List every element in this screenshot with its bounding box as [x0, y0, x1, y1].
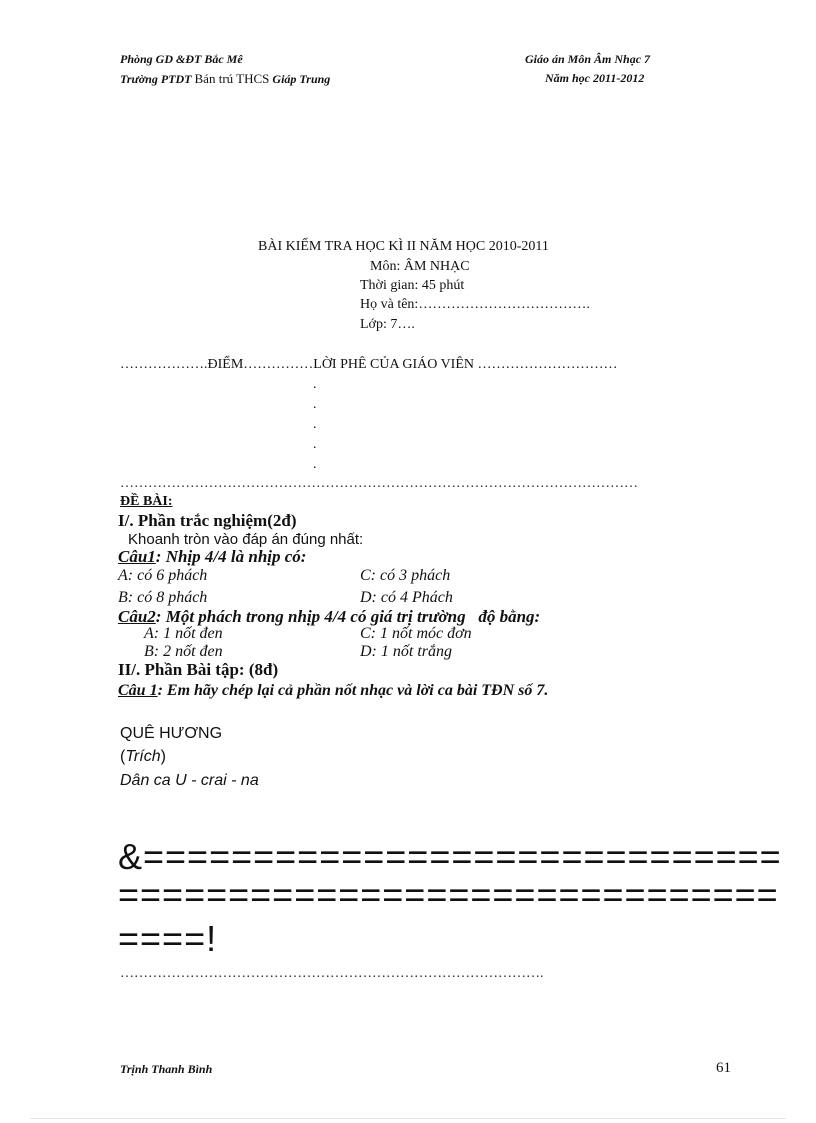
question-2-text-end: độ bằng: [478, 607, 541, 626]
staff-line-2: ============================== [118, 874, 779, 915]
exam-title: BÀI KIỂM TRA HỌC KÌ II NĂM HỌC 2010-2011 [258, 239, 549, 254]
q1-option-a: A: có 6 phách [118, 567, 208, 584]
comment-dot: . [313, 377, 317, 392]
exercise-1 [118, 682, 548, 700]
song-note-text: Trích [125, 748, 161, 765]
question-1 [118, 547, 306, 567]
part1-title: I/. Phần trắc nghiệm(2đ) [118, 511, 297, 530]
page-number: 61 [716, 1060, 731, 1076]
exercise-1-label: Câu 1 [118, 682, 158, 699]
q2-option-d: D: 1 nốt trắng [360, 643, 452, 660]
header-school-type: Bán trú THCS [194, 71, 270, 86]
header-school-prefix: Trường PTDT [120, 72, 192, 86]
part2-title: II/. Phần Bài tập: (8đ) [118, 660, 279, 679]
q1-option-b: B: có 8 phách [118, 589, 208, 606]
song-note-close: ) [160, 748, 166, 765]
q1-option-d: D: có 4 Phách [360, 589, 453, 606]
q1-option-c: C: có 3 phách [360, 567, 451, 584]
page-bottom-rule [30, 1118, 786, 1119]
staff-line-3: ====! [118, 918, 218, 959]
q2-option-c: C: 1 nốt móc đơn [360, 625, 472, 642]
exam-subject: Môn: ÂM NHẠC [370, 259, 470, 274]
student-name-field: Họ và tên:………………………………. [360, 297, 590, 312]
song-note [120, 748, 166, 766]
comment-dot: . [313, 397, 317, 412]
grading-line: ……………….ĐIỂM……………LỜI PHÊ CỦA GIÁO VIÊN ………………………… [120, 357, 618, 372]
question-1-label: Câu1 [118, 547, 156, 566]
staff-line-1: &============================= [118, 836, 782, 877]
comment-dot: . [313, 417, 317, 432]
student-class-field: Lớp: 7…. [360, 317, 415, 332]
question-1-text: : Nhịp 4/4 là nhịp có: [155, 547, 307, 566]
separator-dots: ………………………………………………………………………………………………… [120, 476, 638, 491]
q2-option-a: A: 1 nốt đen [144, 625, 223, 642]
question-2-label: Câu2 [118, 607, 156, 626]
comment-dot: . [313, 437, 317, 452]
exercise-1-text: : Em hãy chép lại [157, 682, 275, 699]
q2-option-b: B: 2 nốt đen [144, 643, 223, 660]
exam-heading: ĐỀ BÀI: [120, 494, 173, 509]
exercise-1-text-end: cả phần nốt nhạc và lời ca bài TĐN số 7. [278, 682, 549, 699]
question-2-text: : Một phách trong nhịp 4/4 có giá trị trường [155, 607, 466, 626]
header-school-year: Năm học 2011-2012 [545, 71, 645, 85]
question-2 [118, 607, 540, 627]
header-school-place: Giáp Trung [272, 72, 331, 86]
song-title: QUÊ HƯƠNG [120, 725, 223, 742]
song-note-open: ( [120, 748, 126, 765]
exam-time: Thời gian: 45 phút [360, 278, 465, 293]
instruction: Khoanh tròn vào đáp án đúng nhất: [128, 531, 364, 548]
lyrics-dots: ………………………………………………………………………………. [120, 966, 544, 981]
header-school-name [120, 71, 330, 87]
footer-author: Trịnh Thanh Bình [120, 1062, 213, 1076]
comment-dot: . [313, 457, 317, 472]
header-lesson-plan: Giáo án Môn Âm Nhạc 7 [525, 52, 651, 66]
header-school-dept: Phòng GD &ĐT Bắc Mê [120, 52, 243, 66]
song-origin: Dân ca U - crai - na [120, 772, 259, 789]
